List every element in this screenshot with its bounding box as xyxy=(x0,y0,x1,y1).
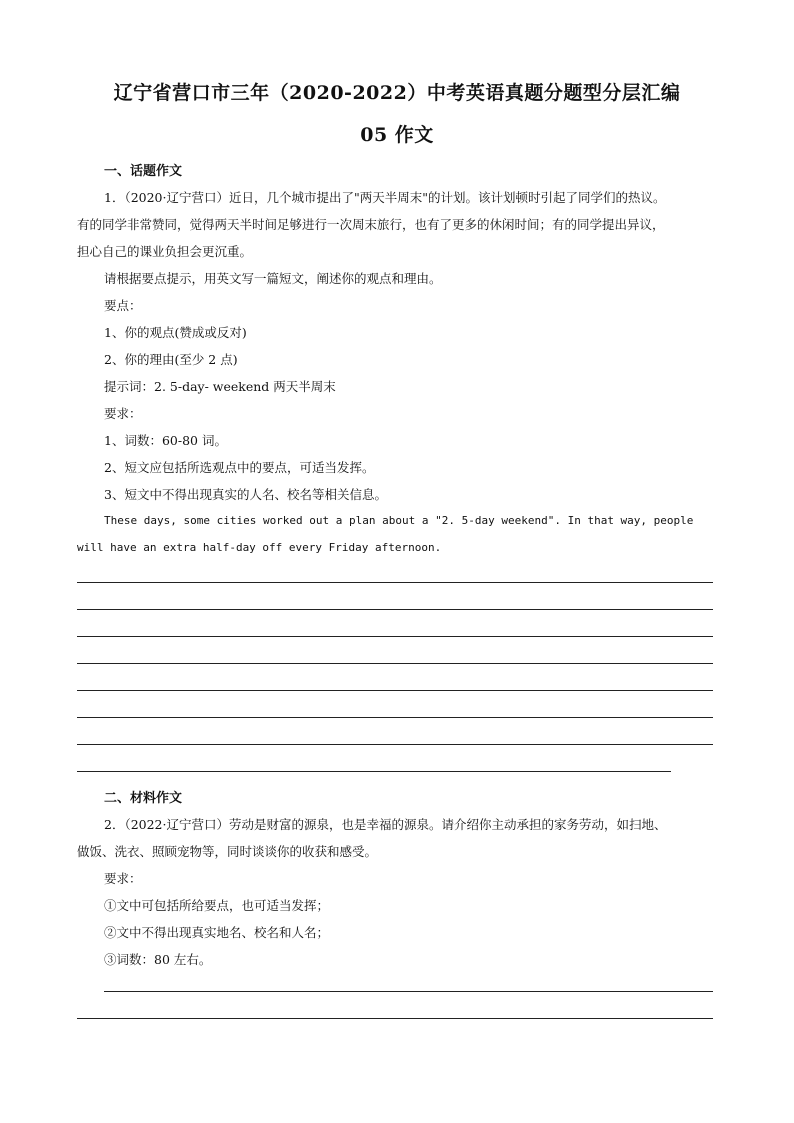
q2-req-label: 要求： xyxy=(104,871,142,886)
answer-line[interactable] xyxy=(77,771,671,772)
answer-line[interactable] xyxy=(77,1018,713,1019)
q1-points-label: 要点： xyxy=(104,298,142,313)
q1-text-line2: 有的同学非常赞同，觉得两天半时间足够进行一次周末旅行，也有了更多的休闲时间；有的同学提出异议， xyxy=(77,217,665,232)
q1-point2: 2、你的理由(至少 2 点) xyxy=(104,352,238,367)
page-subtitle: 05 作文 xyxy=(360,124,434,146)
q1-point1: 1、你的观点(赞成或反对) xyxy=(104,325,247,340)
q1-instruction: 请根据要点提示，用英文写一篇短文，阐述你的观点和理由。 xyxy=(104,271,442,286)
answer-line[interactable] xyxy=(77,636,713,637)
q1-req-label: 要求： xyxy=(104,406,142,421)
q1-req1: 1、词数：60-80 词。 xyxy=(104,433,227,448)
q1-english-line2: will have an extra half-day off every Friday afternoon. xyxy=(77,541,442,554)
q1-hint: 提示词：2. 5-day- weekend 两天半周末 xyxy=(104,379,336,394)
section1-heading: 一、话题作文 xyxy=(104,164,183,179)
answer-line[interactable] xyxy=(77,663,713,664)
q2-req1: ①文中可包括所给要点，也可适当发挥； xyxy=(104,898,330,913)
answer-line[interactable] xyxy=(77,690,713,691)
answer-line[interactable] xyxy=(104,991,713,992)
q2-req3: ③词数：80 左右。 xyxy=(104,952,212,967)
page-title: 辽宁省营口市三年（2020-2022）中考英语真题分题型分层汇编 xyxy=(113,82,681,104)
q2-text-line2: 做饭、洗衣、照顾宠物等，同时谈谈你的收获和感受。 xyxy=(77,844,378,859)
q1-text-line3: 担心自己的课业负担会更沉重。 xyxy=(77,244,253,259)
section2-heading: 二、材料作文 xyxy=(104,791,183,806)
answer-line[interactable] xyxy=(77,609,713,610)
q1-req2: 2、短文应包括所选观点中的要点，可适当发挥。 xyxy=(104,460,375,475)
answer-line[interactable] xyxy=(77,744,713,745)
q1-text-line1: 1．（2020·辽宁营口）近日，几个城市提出了"两天半周末"的计划。该计划顿时引起了同学们的热议。 xyxy=(104,190,666,205)
q2-text-line1: 2．（2022·辽宁营口）劳动是财富的源泉，也是幸福的源泉。请介绍你主动承担的家务劳动，如扫地、 xyxy=(104,817,667,832)
q1-req3: 3、短文中不得出现真实的人名、校名等相关信息。 xyxy=(104,487,387,502)
q2-req2: ②文中不得出现真实地名、校名和人名； xyxy=(104,925,330,940)
q1-english-line1: These days, some cities worked out a plan about a "2. 5-day weekend". In that way, people xyxy=(104,514,694,527)
answer-line[interactable] xyxy=(77,717,713,718)
answer-line[interactable] xyxy=(77,582,713,583)
